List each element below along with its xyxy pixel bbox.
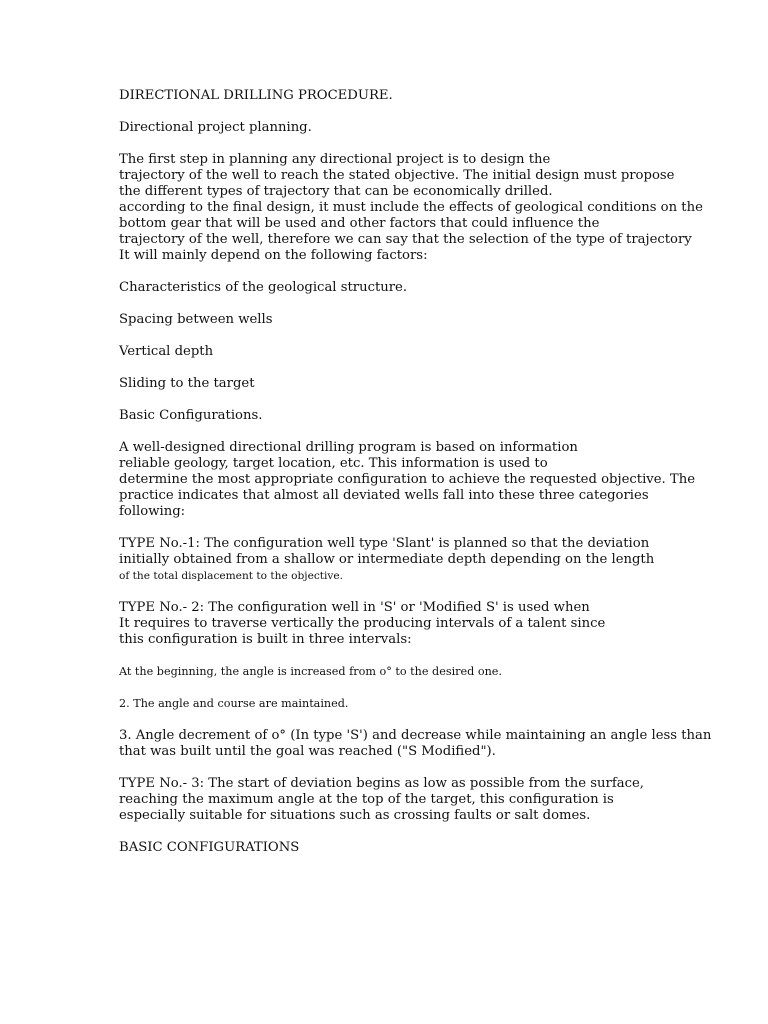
type-1-paragraph	[119, 536, 699, 584]
text-line: reliable geology, target location, etc. This information is used to	[119, 456, 548, 471]
text-line: reaching the maximum angle at the top of the target, this configuration is	[119, 792, 614, 807]
factor-item	[119, 280, 699, 296]
step-text: 2. The angle and course are maintained.	[119, 697, 349, 710]
text-line: It requires to traverse vertically the producing intervals of a talent since	[119, 616, 606, 631]
step-2	[119, 696, 699, 712]
text-line: of the total displacement to the objective.	[119, 570, 344, 582]
factor-text: Vertical depth	[119, 344, 214, 359]
step-1	[119, 664, 699, 680]
text-line: The first step in planning any directional project is to design the	[119, 152, 551, 167]
text-line: especially suitable for situations such as crossing faults or salt domes.	[119, 808, 591, 823]
text-line: the different types of trajectory that can be economically drilled.	[119, 184, 553, 199]
factor-item	[119, 376, 699, 392]
text-line: trajectory of the well, therefore we can say that the selection of the type of trajectory	[119, 232, 692, 247]
text-line: 3. Angle decrement of o° (In type 'S') and decrease while maintaining an angle less than	[119, 728, 712, 743]
factor-text: Characteristics of the geological structure.	[119, 280, 408, 295]
text-line: that was built until the goal was reached ("S Modified").	[119, 744, 496, 759]
text-line: TYPE No.- 3: The start of deviation begins as low as possible from the surface,	[119, 776, 644, 791]
section-heading-planning	[119, 120, 699, 136]
step-3	[119, 728, 712, 760]
text-line: TYPE No.- 2: The configuration well in 'S' or 'Modified S' is used when	[119, 600, 590, 615]
text-line: according to the final design, it must include the effects of geological conditions on the	[119, 200, 703, 215]
document-title	[119, 88, 699, 104]
text-line: practice indicates that almost all deviated wells fall into these three categories	[119, 488, 649, 503]
document-page	[119, 88, 712, 872]
footer-heading	[119, 840, 699, 856]
paragraph-configurations	[119, 440, 699, 520]
text-line: trajectory of the well to reach the stated objective. The initial design must propose	[119, 168, 675, 183]
type-2-paragraph	[119, 600, 699, 648]
text-line: initially obtained from a shallow or intermediate depth depending on the length	[119, 552, 655, 567]
text-line: TYPE No.-1: The configuration well type 'Slant' is planned so that the deviation	[119, 536, 650, 551]
text-line: It will mainly depend on the following factors:	[119, 248, 428, 263]
factor-item	[119, 344, 699, 360]
factor-text: Spacing between wells	[119, 312, 273, 327]
step-text: At the beginning, the angle is increased from o° to the desired one.	[119, 665, 502, 678]
paragraph-planning	[119, 152, 703, 264]
text-line: bottom gear that will be used and other factors that could influence the	[119, 216, 600, 231]
factor-text: Sliding to the target	[119, 376, 255, 391]
section-heading-text: Basic Configurations.	[119, 408, 263, 423]
title-text: DIRECTIONAL DRILLING PROCEDURE.	[119, 88, 393, 103]
text-line: determine the most appropriate configuration to achieve the requested objective. The	[119, 472, 696, 487]
factor-item	[119, 312, 699, 328]
section-heading-configurations	[119, 408, 699, 424]
footer-heading-text: BASIC CONFIGURATIONS	[119, 840, 300, 855]
section-heading-text: Directional project planning.	[119, 120, 312, 135]
text-line: this configuration is built in three intervals:	[119, 632, 412, 647]
text-line: A well-designed directional drilling program is based on information	[119, 440, 578, 455]
text-line: following:	[119, 504, 186, 519]
type-3-paragraph	[119, 776, 699, 824]
